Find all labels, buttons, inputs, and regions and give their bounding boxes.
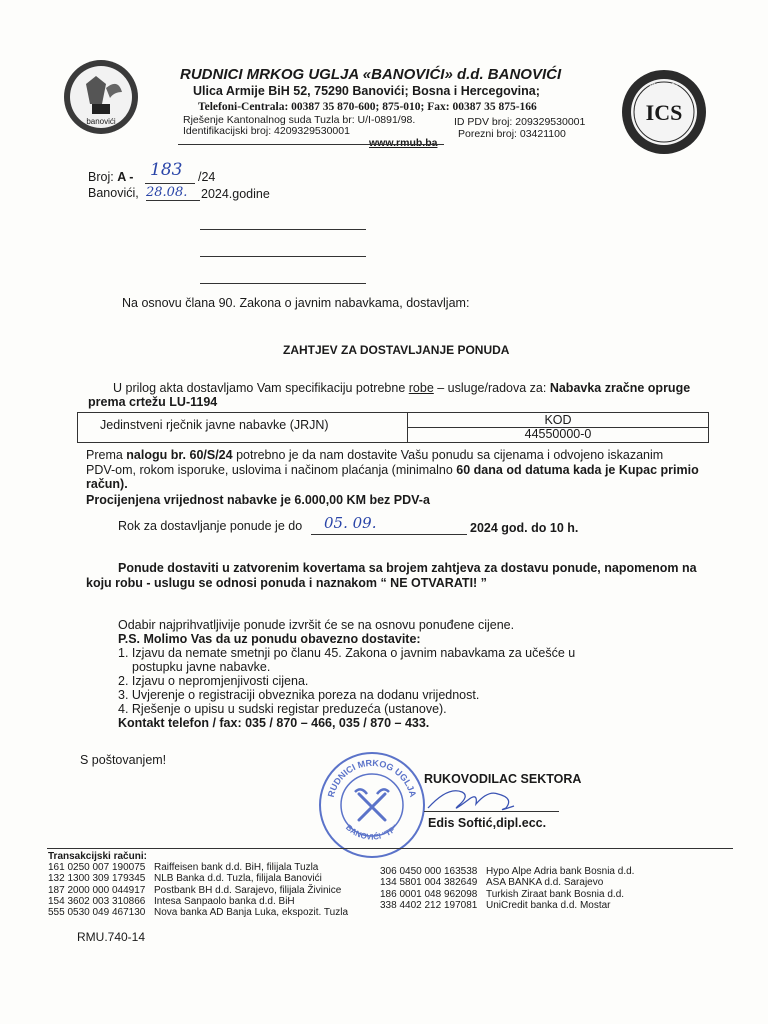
form-code: RMU.740-14 xyxy=(77,930,146,944)
date-line xyxy=(146,200,200,201)
table-row: 306 0450 000 163538 Hypo Alpe Adria bank Bosnia d.d. xyxy=(380,866,635,877)
table-row: 338 4402 212 197081 UniCredit banka d.d. Mostar xyxy=(380,899,611,911)
table-row: 161 0250 007 190075 Raiffeisen bank d.d. BiH, filijala Tuzla xyxy=(48,862,319,873)
cert-iso-text: ISO 9001 xyxy=(649,83,679,90)
order-line-1: Prema nalogu br. 60/S/24 potrebno je da nam dostavite Vašu ponudu sa cijenama i odvojeno iskazanim xyxy=(86,448,664,462)
document-title: ZAHTJEV ZA DOSTAVLJANJE PONUDA xyxy=(283,343,510,357)
intro-text: Na osnovu člana 90. Zakona o javnim nabavkama, dostavljam: xyxy=(122,296,470,310)
reference-year-suffix: /24 xyxy=(198,170,216,184)
greeting: S poštovanjem! xyxy=(80,753,167,767)
cpv-kod-header: KOD xyxy=(408,413,708,428)
stamp-text-top: RUDNICI MRKOG UGLJA xyxy=(325,757,419,799)
table-row: 154 3602 003 310866 Intesa Sanpaolo banka d.d. BiH xyxy=(48,895,295,907)
reference-number-handwritten: 183 xyxy=(150,160,183,180)
envelope-line-1: Ponude dostaviti u zatvorenim kovertama sa brojem zahtjeva za dostavu ponude, napomenom na xyxy=(118,561,697,575)
vat-id: ID PDV broj: 209329530001 xyxy=(454,116,586,128)
ps-text: P.S. Molimo Vas da uz ponudu obavezno dostavite: xyxy=(118,632,421,646)
cert-logo-text: ICS xyxy=(645,100,683,125)
company-phones: Telefoni-Centrala: 00387 35 870-600; 875-010; Fax: 00387 35 875-166 xyxy=(198,101,537,113)
order-line-2: PDV-om, rokom isporuke, uslovima i načinom plaćanja (minimalno 60 dana od datuma kada je Kupac primio xyxy=(86,463,699,477)
signatory-name: Edis Softić,dipl.ecc. xyxy=(428,816,547,830)
recipient-line-1 xyxy=(200,229,366,230)
company-address: Ulica Armije BiH 52, 75290 Banovići; Bosna i Hercegovina; xyxy=(193,84,540,98)
iso-certification-logo xyxy=(620,68,708,156)
svg-text:BANOVIĆI "TP" xyxy=(344,823,400,842)
deadline-handwritten: 05. 09. xyxy=(324,514,377,532)
envelope-line-2: koju robu - uslugu se odnosi ponuda i naznakom “ NE OTVARATI! ” xyxy=(86,576,487,590)
place-label: Banovići, xyxy=(88,186,139,200)
left-accounts xyxy=(48,862,348,918)
deadline-label: Rok za dostavljanje ponude je do xyxy=(118,519,303,533)
tax-number: Porezni broj: 03421100 xyxy=(458,128,566,140)
header-rule xyxy=(178,144,444,145)
reference-number-line xyxy=(145,183,195,184)
table-row: 187 2000 000 044917 Postbank BH d.d. Sarajevo, filijala Živinice xyxy=(48,884,342,896)
spec-line-1: U prilog akta dostavljamo Vam specifikaciju potrebne robe – usluge/radova za: Nabavka zračne opruge xyxy=(113,381,691,395)
company-stamp xyxy=(317,750,427,860)
spec-line-2: prema crtežu LU-1194 xyxy=(88,395,218,409)
footer-rule xyxy=(47,848,733,849)
estimated-value: Procijenjena vrijednost nabavke je 6.000,00 KM bez PDV-a xyxy=(86,493,430,507)
date-handwritten: 28.08. xyxy=(146,185,188,200)
table-row: 186 0001 048 962098 Turkish Ziraat bank Bosnia d.d. xyxy=(380,888,625,900)
reference-number: Broj: A - xyxy=(88,170,134,184)
cpv-label: Jedinstveni rječnik javne nabavke (JRJN) xyxy=(78,413,408,442)
deadline-line xyxy=(311,534,467,535)
court-registration: Rješenje Kantonalnog suda Tuzla br: U/I-0891/98. xyxy=(183,114,416,126)
table-row: 134 5801 004 382649 ASA BANKA d.d. Sarajevo xyxy=(380,877,604,889)
cpv-code: 44550000-0 xyxy=(524,427,592,441)
company-name: RUDNICI MRKOG UGLJA «BANOVIĆI» d.d. BANOVIĆI xyxy=(180,66,562,83)
list-item: postupku javne nabavke. xyxy=(132,660,271,674)
right-accounts xyxy=(380,866,634,911)
company-logo xyxy=(62,58,140,136)
list-item: 3. Uvjerenje o registraciji obveznika poreza na dodanu vrijednost. xyxy=(118,688,480,702)
cpv-table xyxy=(77,412,709,443)
contact-info: Kontakt telefon / fax: 035 / 870 – 466, 035 / 870 – 433. xyxy=(118,716,430,730)
year-label: 2024.godine xyxy=(201,187,270,201)
accounts-title: Transakcijski računi: xyxy=(48,851,147,862)
order-line-3: račun). xyxy=(86,477,128,491)
list-item: 4. Rješenje o upisu u sudski registar preduzeća (ustanove). xyxy=(118,702,447,716)
identification-number: Identifikacijski broj: 4209329530001 xyxy=(183,125,350,137)
logo-text: banovići xyxy=(86,117,116,126)
table-row: 132 1300 309 179345 NLB Banka d.d. Tuzla, filijala Banovići xyxy=(48,873,322,885)
deadline-suffix: 2024 god. do 10 h. xyxy=(470,521,579,535)
signature-line xyxy=(424,811,559,812)
stamp-text-bottom: BANOVIĆI "TP" xyxy=(344,822,400,842)
list-item: 1. Izjavu da nemate smetnji po članu 45. Zakona o javnim nabavkama za učešće u xyxy=(118,646,576,660)
recipient-line-3 xyxy=(200,283,366,284)
recipient-line-2 xyxy=(200,256,366,257)
list-item: 2. Izjavu o nepromjenjivosti cijena. xyxy=(118,674,309,688)
table-row: 555 0530 049 467130 Nova banka AD Banja Luka, ekspozit. Tuzla xyxy=(48,907,349,919)
spec-robe: robe xyxy=(408,381,434,395)
signatory-role: RUKOVODILAC SEKTORA xyxy=(424,772,582,786)
website-link[interactable]: www.rmub.ba xyxy=(369,137,438,149)
selection-text: Odabir najprihvatljivije ponude izvršit će se na osnovu ponuđene cijene. xyxy=(118,618,515,632)
